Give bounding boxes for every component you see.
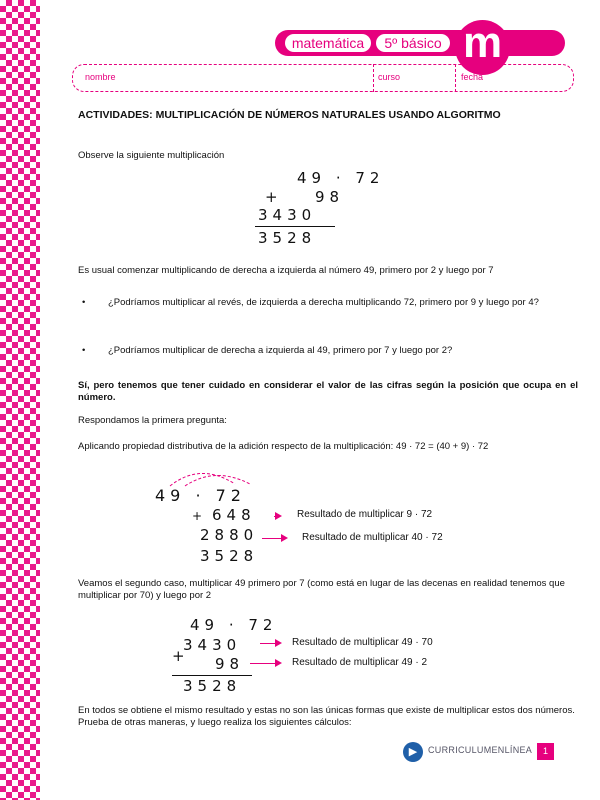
- brand-logo-icon: ▶: [403, 742, 423, 762]
- bullet-icon: •: [82, 297, 86, 308]
- mult2-row1: 49 · 72: [155, 486, 246, 505]
- mult2-row2: 648: [212, 506, 256, 524]
- bullet-icon: •: [82, 345, 86, 356]
- arrow-icon: [274, 516, 280, 517]
- divider: [373, 64, 374, 92]
- intro-text: Observe la siguiente multiplicación: [78, 150, 225, 161]
- mult1-row3: 3430: [258, 206, 317, 224]
- mult3-row2: 3430: [183, 636, 242, 654]
- paragraph: En todos se obtiene el mismo resultado y estas no son las únicas formas que existe de multiplicar estos dos números. Prueba de otras maneras, y luego realiza los siguientes cálculos:: [78, 705, 575, 728]
- bullet-item: ¿Podríamos multiplicar de derecha a izquierda al 49, primero por 7 y luego por 2?: [108, 345, 453, 356]
- sum-line: [172, 675, 252, 676]
- mult1-plus: +: [265, 188, 283, 206]
- paragraph: Respondamos la primera pregunta:: [78, 415, 227, 426]
- arrow-icon: [250, 663, 280, 664]
- mult3-row3: 98: [215, 655, 245, 673]
- decorative-strip: [0, 0, 40, 800]
- subject-label: matemática: [285, 34, 371, 52]
- mult3-row1: 49 · 72: [190, 616, 278, 634]
- mult2-plus: +: [192, 509, 208, 523]
- course-field[interactable]: curso: [378, 72, 401, 82]
- result-label: Resultado de multiplicar 9 · 72: [297, 509, 433, 520]
- paragraph: Es usual comenzar multiplicando de derecha a izquierda al número 49, primero por 2 y luego por 7: [78, 265, 494, 276]
- mult2-total: 3528: [200, 547, 259, 565]
- date-field[interactable]: fecha: [461, 72, 484, 82]
- mult1-row1: 49 · 72: [297, 169, 385, 187]
- paragraph: Veamos el segundo caso, multiplicar 49 primero por 7 (como está en lugar de las decenas en realidad tenemos que multiplicar por 70) y luego por 2: [78, 578, 565, 601]
- page-title: ACTIVIDADES: MULTIPLICACIÓN DE NÚMEROS NATURALES USANDO ALGORITMO: [78, 109, 501, 121]
- name-field[interactable]: nombre: [85, 72, 116, 82]
- bold-paragraph: Sí, pero tenemos que tener cuidado en considerar el valor de las cifras según la posición que ocupa en el número.: [78, 380, 578, 403]
- page-number: 1: [537, 743, 554, 760]
- mult2-row3: 2880: [200, 526, 259, 544]
- grade-label: 5º básico: [376, 34, 450, 52]
- mult1-row2: 98: [315, 188, 345, 206]
- mult1-total: 3528: [258, 229, 317, 247]
- bullet-item: ¿Podríamos multiplicar al revés, de izquierda a derecha multiplicando 72, primero por 9 y luego por 4?: [108, 297, 539, 308]
- brand-name: CURRICULUMENLÍNEA: [428, 745, 533, 755]
- result-label: Resultado de multiplicar 49 · 70: [292, 637, 433, 648]
- result-label: Resultado de multiplicar 40 · 72: [302, 532, 443, 543]
- sum-line: [255, 226, 335, 227]
- arrow-icon: [262, 538, 286, 539]
- arrow-icon: [260, 643, 280, 644]
- result-label: Resultado de multiplicar 49 · 2: [292, 657, 428, 668]
- divider: [455, 64, 456, 92]
- student-info-field: [72, 64, 574, 92]
- mult3-plus: +: [172, 647, 190, 665]
- paragraph: Aplicando propiedad distributiva de la adición respecto de la multiplicación: 49 · 72 = (40 + 9) · 72: [78, 441, 489, 452]
- subject-logo: m: [455, 20, 510, 75]
- mult3-total: 3528: [183, 677, 242, 695]
